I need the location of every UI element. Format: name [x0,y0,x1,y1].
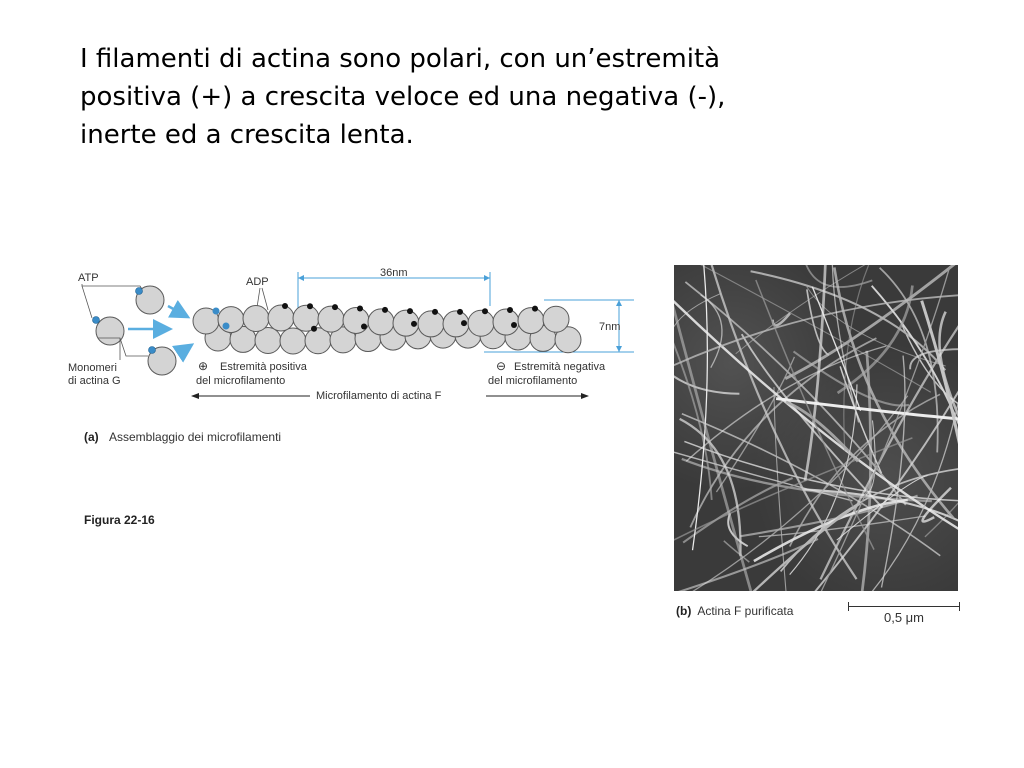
f-actin-subunit [343,307,369,333]
scale-bar [848,600,960,630]
adp-marker [407,308,413,314]
length-dimension-arrowhead-left [298,275,304,281]
scale-bar-label: 0,5 μm [883,610,924,625]
adp-marker [282,303,288,309]
f-actin-subunit [418,311,444,337]
f-actin-subunit [368,309,394,335]
arrow-bottom [178,346,190,354]
f-actin-subunit [268,305,294,331]
f-actin-subunit [543,306,569,332]
adp-marker [332,304,338,310]
f-actin-subunit [318,306,344,332]
title-line-3: inerte ed a crescita lenta. [80,120,414,150]
adp-pointer-2 [262,288,268,310]
adp-marker [411,321,417,327]
adp-marker [432,309,438,315]
adp-marker [461,320,467,326]
micrograph-strand [881,356,904,588]
actin-filament [193,303,581,354]
micrograph-strand [674,287,755,591]
micrograph-strand [674,539,818,591]
slide-title [80,40,940,154]
adp-marker [307,303,313,309]
plus-end-label-line-2: del microfilamento [196,375,286,387]
actin-assembly-diagram [64,258,634,538]
adp-marker [361,324,367,330]
adp-marker [482,308,488,314]
caption-a-letter: (a) [84,430,99,444]
scale-bar-line [848,606,960,607]
diameter-label: 7nm [599,321,621,333]
caption-b-text: Actina F purificata [697,604,794,618]
title-line-1: I filamenti di actina sono polari, con un’estremità [80,44,721,74]
adp-marker [457,309,463,315]
diameter-arrowhead-bottom [616,346,622,352]
caption-b-letter: (b) [676,604,692,618]
minus-end-label-line-2: del microfilamento [488,375,578,387]
adp-marker [382,307,388,313]
minus-end-symbol: ⊖ [496,359,507,373]
figure-label: Figura 22-16 [84,513,155,527]
minus-end-label-line-1: Estremità negativa [514,361,606,373]
adp-marker [311,326,317,332]
f-actin-subunit [280,328,306,354]
f-actin-subunit [518,308,544,334]
adp-marker [507,307,513,313]
f-actin-subunit [468,310,494,336]
length-label: 36nm [380,267,408,279]
purified-f-actin-micrograph [674,265,958,591]
atp-label: ATP [78,272,99,284]
adp-marker [511,322,517,328]
filament-label: Microfilamento di actina F [316,390,442,402]
length-dimension-arrowhead-right [484,275,490,281]
atp-cap-marker [223,323,230,330]
adp-marker [532,306,538,312]
f-actin-subunit [218,307,244,333]
monomers-label-line-1: Monomeri [68,362,117,374]
adp-label: ADP [246,276,269,288]
f-actin-subunit [243,305,269,331]
atp-cap-marker [213,308,220,315]
plus-end-symbol: ⊕ [198,359,209,373]
atp-connector-lower [82,286,92,318]
adp-marker [357,305,363,311]
diameter-arrowhead-top [616,300,622,306]
f-actin-subunit [493,309,519,335]
arrow-top [168,306,186,316]
caption-b [676,604,793,618]
caption-a-text: Assemblaggio dei microfilamenti [109,430,282,444]
plus-end-label-line-1: Estremità positiva [220,361,307,373]
title-line-2: positiva (+) a crescita veloce ed una negativa (-), [80,82,726,112]
monomers-label-line-2: di actina G [68,375,121,387]
micrograph-strand [844,265,869,451]
